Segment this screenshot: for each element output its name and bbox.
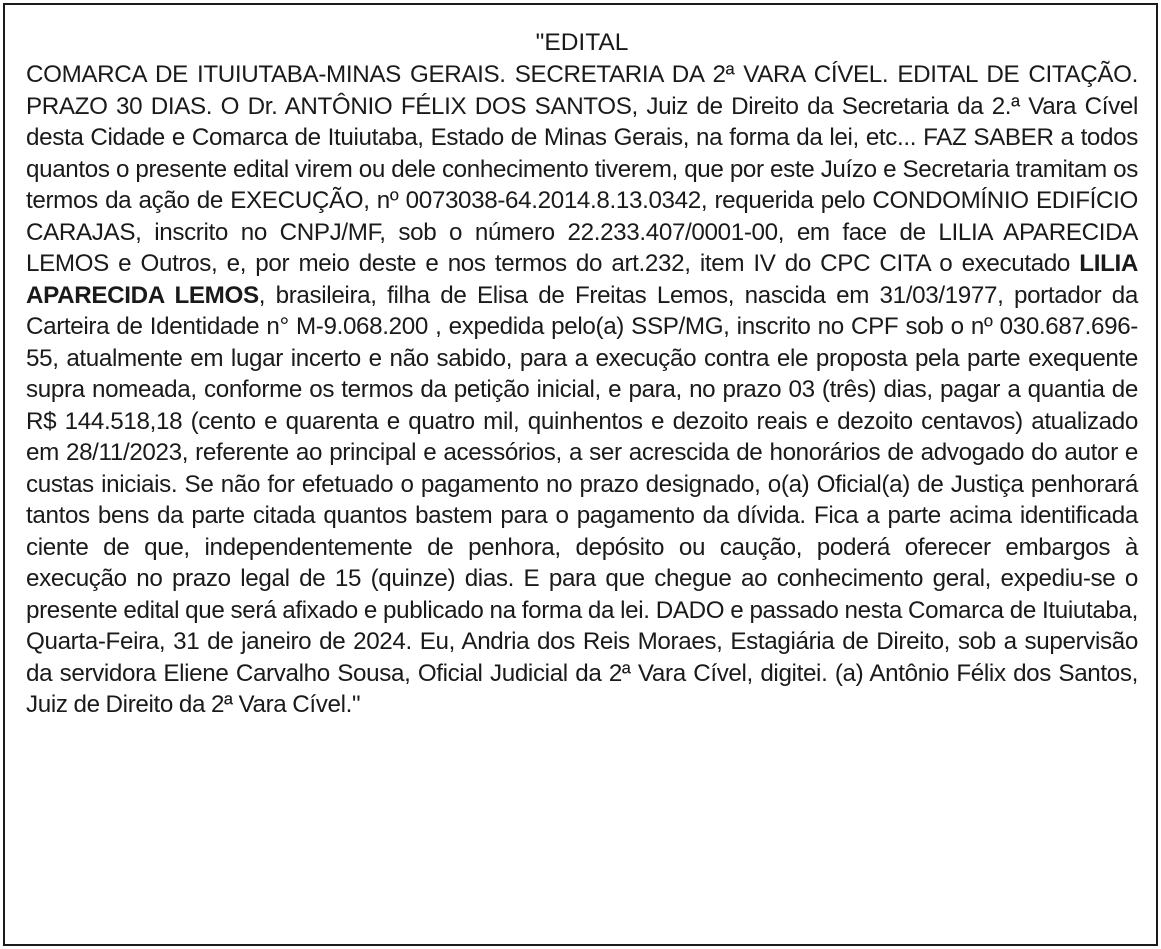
edital-body <box>26 59 1138 721</box>
edital-body-text-after-name: , brasileira, filha de Elisa de Freitas Lemos, nascida em 31/03/1977, portador da Carteira de Identidade n° M-9.068.200 , expedida pelo(a) SSP/MG, inscrito no CPF sob o nº 030.687.696-55, atualmente em lugar incerto e não sabido, para a execução contra ele proposta pela parte exequente supra nomeada, conforme os termos da petição inicial, e para, no prazo 03 (três) dias, pagar a quantia de R$ 144.518,18 (cento e quarenta e quatro mil, quinhentos e dezoito reais e dezoito centavos) atualizado em 28/11/2023, referente ao principal e acessórios, a ser acrescida de honorários de advogado do autor e custas iniciais. Se não for efetuado o pagamento no prazo designado, o(a) Oficial(a) de Justiça penhorará tantos bens da parte citada quantos bastem para o pagamento da dívida. Fica a parte acima identificada ciente de que, independentemente de penhora, depósito ou caução, poderá oferecer embargos à execução no prazo legal de 15 (quinze) dias. E para que chegue ao conhecimento geral, expediu-se o presente edital que será afixado e publicado na forma da lei. DADO e passado nesta Comarca de Ituiutaba, Quarta-Feira, 31 de janeiro de 2024. Eu, Andria dos Reis Moraes, Estagiária de Direito, sob a supervisão da servidora Eliene Carvalho Sousa, Oficial Judicial da 2ª Vara Cível, digitei. (a) Antônio Félix dos Santos, Juiz de Direito da 2ª Vara Cível." <box>26 281 1138 718</box>
edital-body-text-before-name: COMARCA DE ITUIUTABA-MINAS GERAIS. SECRETARIA DA 2ª VARA CÍVEL. EDITAL DE CITAÇÃO. PRAZO 30 DIAS. O Dr. ANTÔNIO FÉLIX DOS SANTOS, Juiz de Direito da Secretaria da 2.ª Vara Cível desta Cidade e Comarca de Ituiutaba, Estado de Minas Gerais, na forma da lei, etc... FAZ SABER a todos quantos o presente edital virem ou dele conhecimento tiverem, que por este Juízo e Secretaria tramitam os termos da ação de EXECUÇÃO, nº 0073038-64.2014.8.13.0342, requerida pelo CONDOMÍNIO EDIFÍCIO CARAJAS, inscrito no CNPJ/MF, sob o número 22.233.407/0001-00, em face de LILIA APARECIDA LEMOS e Outros, e, por meio deste e nos termos do art.232, item IV do CPC CITA o executado <box>26 61 1138 277</box>
edital-heading: "EDITAL <box>535 29 629 56</box>
edital-notice-frame <box>3 3 1158 946</box>
defendant-name: LILIA APARECIDA LEMOS <box>26 250 1138 309</box>
edital-notice-content <box>26 27 1138 721</box>
